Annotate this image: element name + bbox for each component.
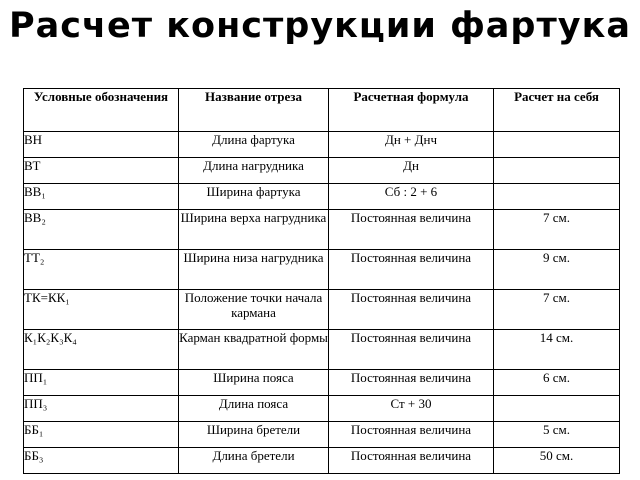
- cell-calc: [494, 158, 620, 184]
- cell-name: Карман квадратной формы: [179, 330, 329, 370]
- cell-calc: 14 см.: [494, 330, 620, 370]
- cell-name: Длина нагрудника: [179, 158, 329, 184]
- table-row: [24, 132, 620, 158]
- cell-code: ВТ: [24, 158, 179, 184]
- cell-calc: 5 см.: [494, 422, 620, 448]
- cell-calc: 7 см.: [494, 210, 620, 250]
- page-title: Расчет конструкции фартука: [9, 6, 631, 46]
- table-row: [24, 290, 620, 330]
- cell-name: Ширина верха нагрудника: [179, 210, 329, 250]
- cell-formula: Постоянная величина: [329, 422, 494, 448]
- cell-code: ТК=КК₁: [24, 290, 179, 330]
- cell-name: Ширина бретели: [179, 422, 329, 448]
- cell-name: Ширина низа нагрудника: [179, 250, 329, 290]
- cell-code: ВВ₁: [24, 184, 179, 210]
- table-row: [24, 370, 620, 396]
- table-header-row: [24, 89, 620, 132]
- cell-formula: Ст + 30: [329, 396, 494, 422]
- cell-name: Длина пояса: [179, 396, 329, 422]
- cell-calc: 50 см.: [494, 448, 620, 474]
- cell-code: ПП₃: [24, 396, 179, 422]
- cell-calc: 9 см.: [494, 250, 620, 290]
- cell-formula: Сб : 2 + 6: [329, 184, 494, 210]
- table-row: [24, 330, 620, 370]
- cell-formula: Постоянная величина: [329, 250, 494, 290]
- cell-formula: Дн + Днч: [329, 132, 494, 158]
- cell-code: ПП₁: [24, 370, 179, 396]
- cell-calc: [494, 132, 620, 158]
- cell-formula: Постоянная величина: [329, 210, 494, 250]
- cell-name: Длина фартука: [179, 132, 329, 158]
- cell-calc: 6 см.: [494, 370, 620, 396]
- cell-formula: Постоянная величина: [329, 448, 494, 474]
- cell-calc: [494, 396, 620, 422]
- cell-code: К₁К₂К₃К₄: [24, 330, 179, 370]
- header-designations: Условные обозначения: [24, 89, 179, 132]
- calculation-table: [23, 88, 620, 474]
- cell-formula: Постоянная величина: [329, 370, 494, 396]
- cell-name: Ширина фартука: [179, 184, 329, 210]
- cell-formula: Дн: [329, 158, 494, 184]
- table-row: [24, 158, 620, 184]
- table-row: [24, 210, 620, 250]
- cell-code: ВН: [24, 132, 179, 158]
- cell-name: Длина бретели: [179, 448, 329, 474]
- cell-code: ББ₃: [24, 448, 179, 474]
- table-row: [24, 250, 620, 290]
- cell-code: ББ₁: [24, 422, 179, 448]
- cell-calc: [494, 184, 620, 210]
- table-row: [24, 448, 620, 474]
- header-formula: Расчетная формула: [329, 89, 494, 132]
- table-row: [24, 396, 620, 422]
- cell-code: ТТ₂: [24, 250, 179, 290]
- cell-name: Ширина пояса: [179, 370, 329, 396]
- table-row: [24, 184, 620, 210]
- header-own-calc: Расчет на себя: [494, 89, 620, 132]
- cell-calc: 7 см.: [494, 290, 620, 330]
- table-row: [24, 422, 620, 448]
- cell-name: Положение точки начала кармана: [179, 290, 329, 330]
- cell-code: ВВ₂: [24, 210, 179, 250]
- header-cut-name: Название отреза: [179, 89, 329, 132]
- cell-formula: Постоянная величина: [329, 330, 494, 370]
- cell-formula: Постоянная величина: [329, 290, 494, 330]
